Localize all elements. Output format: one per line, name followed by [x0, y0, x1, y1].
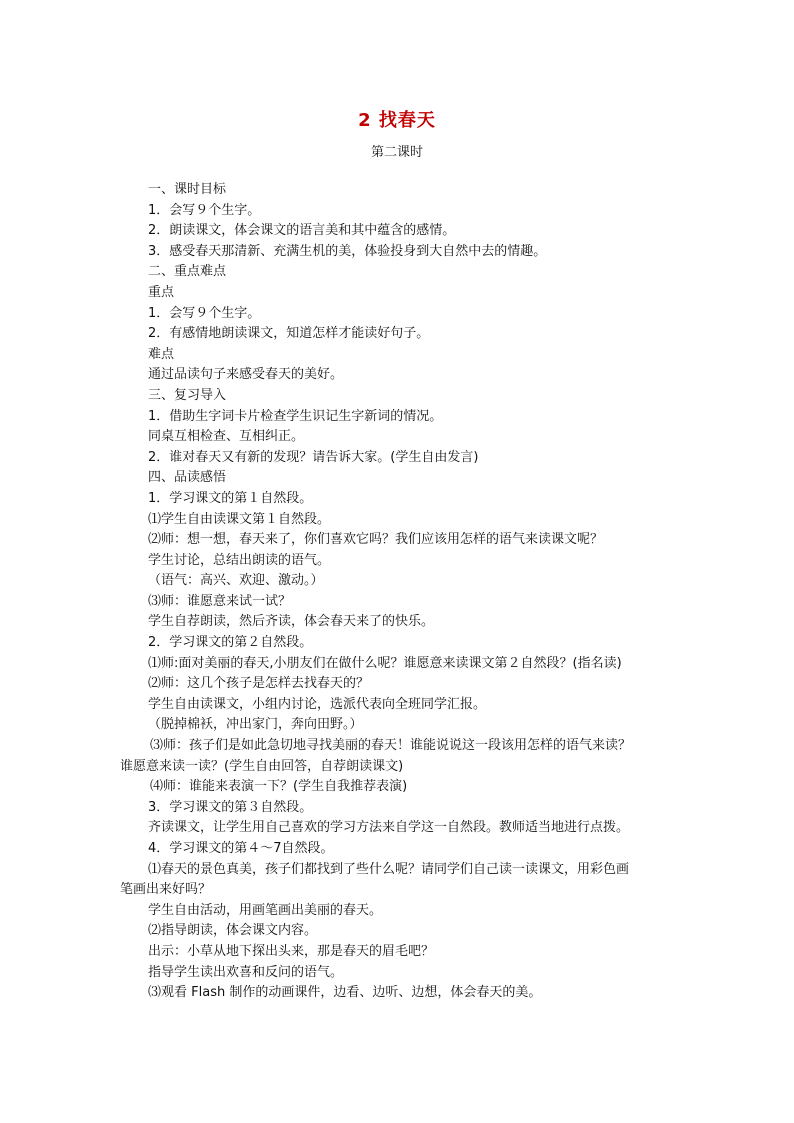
text-line: 1．会写９个生字。 [148, 202, 261, 218]
text-line: 学生自荐朗读，然后齐读，体会春天来了的快乐。 [148, 614, 435, 630]
text-line: ⑴学生自由读课文第１自然段。 [148, 511, 331, 527]
section-heading: 四、品读感悟 [148, 470, 227, 486]
text-line: ⑵指导朗读，体会课文内容。 [148, 923, 318, 939]
text-line: 3．学习课文的第３自然段。 [148, 799, 313, 815]
text-line: 3．感受春天那清新、充满生机的美，体验投身到大自然中去的情趣。 [148, 243, 547, 259]
text-line: 学生自由活动，用画笔画出美丽的春天。 [148, 902, 383, 918]
document-body [120, 180, 680, 1004]
text-line: ⑶观看 Flash 制作的动画课件，边看、边听、边想，体会春天的美。 [148, 985, 542, 1001]
text-line: 2．谁对春天又有新的发现？请告诉大家。(学生自由发言) [148, 449, 479, 465]
text-line: 同桌互相检查、互相纠正。 [148, 429, 305, 445]
text-line: ⑶师：孩子们是如此急切地寻找美丽的春天！谁能说说这一段该用怎样的语气来读？ [150, 738, 632, 754]
text-line: ⑴春天的景色真美，孩子们都找到了些什么呢？请同学们自己读一读课文，用彩色画 [148, 861, 630, 877]
text-line: 1．借助生字词卡片检查学生识记生字新词的情况。 [148, 408, 443, 424]
text-line: 指导学生读出欢喜和反问的语气。 [148, 964, 344, 980]
text-line: 4．学习课文的第４～7自然段。 [148, 841, 334, 856]
text-line: ⑷师：谁能来表演一下？(学生自我推荐表演) [150, 779, 408, 795]
text-line: ⑵师：这几个孩子是怎样去找春天的？ [148, 676, 370, 692]
section-heading: 二、重点难点 [148, 264, 227, 280]
section-heading: 一、课时目标 [148, 182, 227, 197]
text-line: 2．朗读课文，体会课文的语言美和其中蕴含的感情。 [148, 223, 456, 239]
text-line: （语气：高兴、欢迎、激动。） [148, 573, 324, 589]
text-line: ⑶师：谁愿意来试一试？ [148, 593, 292, 609]
text-line: 笔画出来好吗？ [120, 882, 212, 898]
text-line: 1．学习课文的第１自然段。 [148, 490, 313, 506]
subheading: 难点 [148, 346, 175, 362]
text-line: （脱掉棉袄，冲出家门，奔向田野。） [148, 717, 363, 733]
text-line: 学生自由读课文，小组内讨论，选派代表向全班同学汇报。 [148, 696, 487, 712]
page-subtitle: 第二课时 [370, 145, 423, 160]
subheading: 重点 [148, 284, 175, 300]
text-line: 2．学习课文的第２自然段。 [148, 635, 313, 651]
text-line: ⑵师：想一想，春天来了，你们喜欢它吗？我们应该用怎样的语气来读课文呢？ [148, 532, 604, 548]
page-title: 2 找春天 [358, 110, 436, 131]
text-line: 出示：小草从地下探出头来，那是春天的眉毛吧？ [148, 943, 435, 959]
text-line: 1．会写９个生字。 [148, 305, 261, 321]
text-line: 2．有感情地朗读课文，知道怎样才能读好句子。 [148, 326, 430, 342]
section-heading: 三、复习导入 [148, 387, 227, 403]
text-line: ⑴师:面对美丽的春天,小朋友们在做什么呢？谁愿意来读课文第２自然段？(指名读) [148, 655, 622, 671]
text-line: 学生讨论，总结出朗读的语气。 [148, 552, 331, 568]
text-line: 通过品读句子来感受春天的美好。 [148, 367, 344, 383]
text-line: 谁愿意来读一读？(学生自由回答，自荐朗读课文) [120, 758, 404, 774]
text-line: 齐读课文，让学生用自己喜欢的学习方法来自学这一自然段。教师适当地进行点拨。 [148, 820, 630, 836]
